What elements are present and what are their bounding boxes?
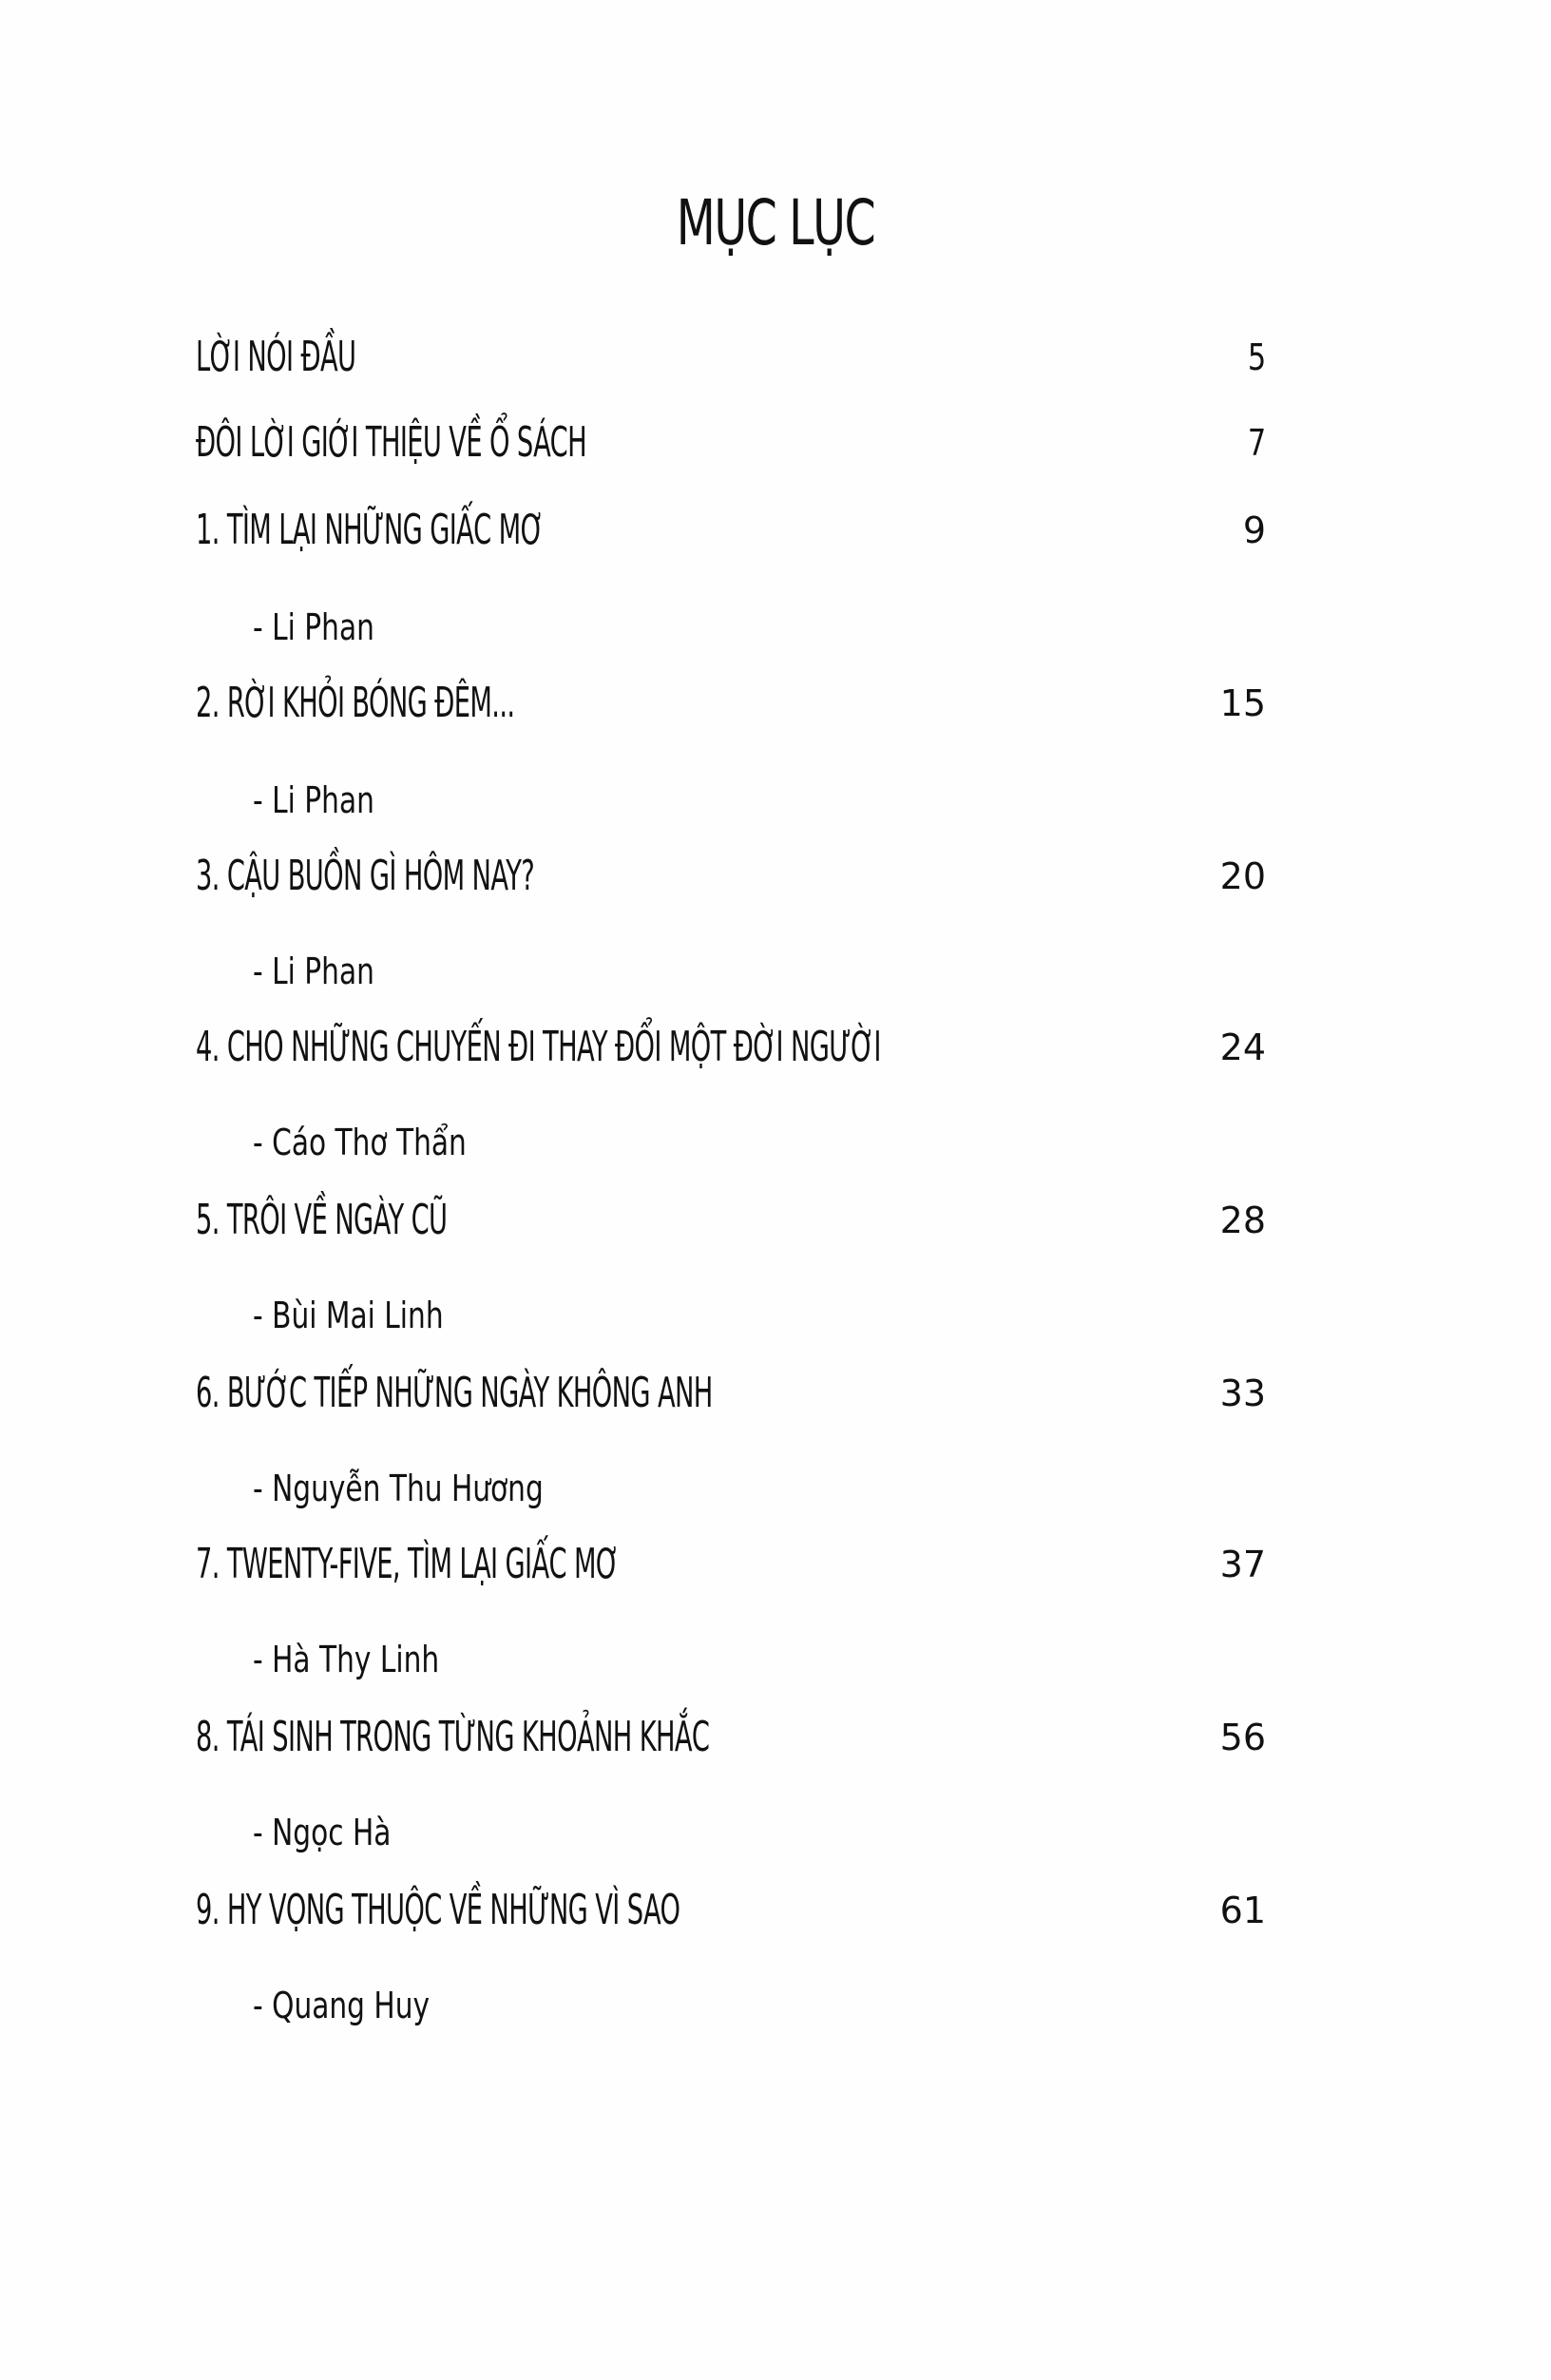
toc-entry-introduction[interactable] (0, 414, 1551, 471)
toc-entry-page: 24 (1219, 1027, 1266, 1068)
toc-entry-page: 33 (1219, 1372, 1266, 1414)
toc-entry-page: 61 (1219, 1890, 1266, 1931)
toc-entry-title: 8. TÁI SINH TRONG TỪNG KHOẢNH KHẮC (196, 1713, 710, 1761)
toc-entry-page: 37 (1219, 1544, 1266, 1585)
toc-author-chapter-7 (0, 1631, 1551, 1688)
toc-entry-chapter-5[interactable] (0, 1192, 1551, 1249)
toc-entry-title: 2. RỜI KHỎI BÓNG ĐÊM... (196, 679, 515, 727)
toc-entry-author: - Li Phan (253, 606, 374, 648)
toc-entry-page: 15 (1219, 682, 1266, 724)
toc-entry-title: 6. BƯỚC TIẾP NHỮNG NGÀY KHÔNG ANH (196, 1369, 713, 1417)
toc-author-chapter-9 (0, 1977, 1551, 2034)
toc-entry-page: 28 (1219, 1200, 1266, 1241)
page-title: MỤC LỤC (676, 186, 875, 259)
toc-entry-author: - Li Phan (253, 950, 374, 992)
toc-entry-title: 7. TWENTY-FIVE, TÌM LẠI GIẤC MƠ (196, 1540, 620, 1588)
toc-author-chapter-3 (0, 943, 1551, 1000)
toc-entry-title: LỜI NÓI ĐẦU (196, 333, 356, 381)
toc-entry-chapter-4[interactable] (0, 1019, 1551, 1076)
toc-entry-chapter-7[interactable] (0, 1536, 1551, 1593)
toc-entry-chapter-3[interactable] (0, 848, 1551, 905)
toc-entry-author: - Ngọc Hà (253, 1812, 392, 1853)
toc-entry-page: 20 (1219, 855, 1266, 897)
toc-entry-author: - Cáo Thơ Thẩn (253, 1122, 467, 1163)
toc-entry-author: - Quang Huy (253, 1985, 431, 2026)
toc-entry-chapter-9[interactable] (0, 1882, 1551, 1939)
toc-entry-title: 3. CẬU BUỒN GÌ HÔM NAY? (196, 852, 535, 900)
toc-entry-title: 4. CHO NHỮNG CHUYẾN ĐI THAY ĐỔI MỘT ĐỜI NGƯỜI (196, 1023, 881, 1071)
toc-author-chapter-4 (0, 1114, 1551, 1171)
toc-entry-author: - Nguyễn Thu Hương (253, 1468, 544, 1509)
toc-entry-chapter-8[interactable] (0, 1709, 1551, 1766)
toc-entry-author: - Li Phan (253, 779, 374, 821)
toc-entry-author: - Bùi Mai Linh (253, 1295, 444, 1336)
toc-entry-page: 7 (1247, 422, 1266, 464)
toc-entry-title: ĐÔI LỜI GIỚI THIỆU VỀ Ổ SÁCH (196, 418, 586, 467)
toc-entry-title: 1. TÌM LẠI NHỮNG GIẤC MƠ (196, 506, 544, 554)
toc-entry-author: - Hà Thy Linh (253, 1639, 440, 1680)
toc-author-chapter-2 (0, 772, 1551, 829)
toc-entry-title: 5. TRÔI VỀ NGÀY CŨ (196, 1196, 448, 1244)
toc-author-chapter-8 (0, 1804, 1551, 1861)
toc-author-chapter-6 (0, 1460, 1551, 1517)
toc-entry-chapter-2[interactable] (0, 675, 1551, 732)
toc-entry-page: 56 (1219, 1717, 1266, 1758)
toc-entry-chapter-1[interactable] (0, 502, 1551, 559)
toc-entry-chapter-6[interactable] (0, 1365, 1551, 1422)
toc-entry-title: 9. HY VỌNG THUỘC VỀ NHỮNG VÌ SAO (196, 1886, 680, 1934)
toc-author-chapter-1 (0, 599, 1551, 656)
toc-entry-page: 5 (1247, 336, 1266, 378)
toc-entry-foreword[interactable] (0, 329, 1551, 386)
toc-author-chapter-5 (0, 1287, 1551, 1344)
toc-entry-page: 9 (1242, 509, 1266, 551)
